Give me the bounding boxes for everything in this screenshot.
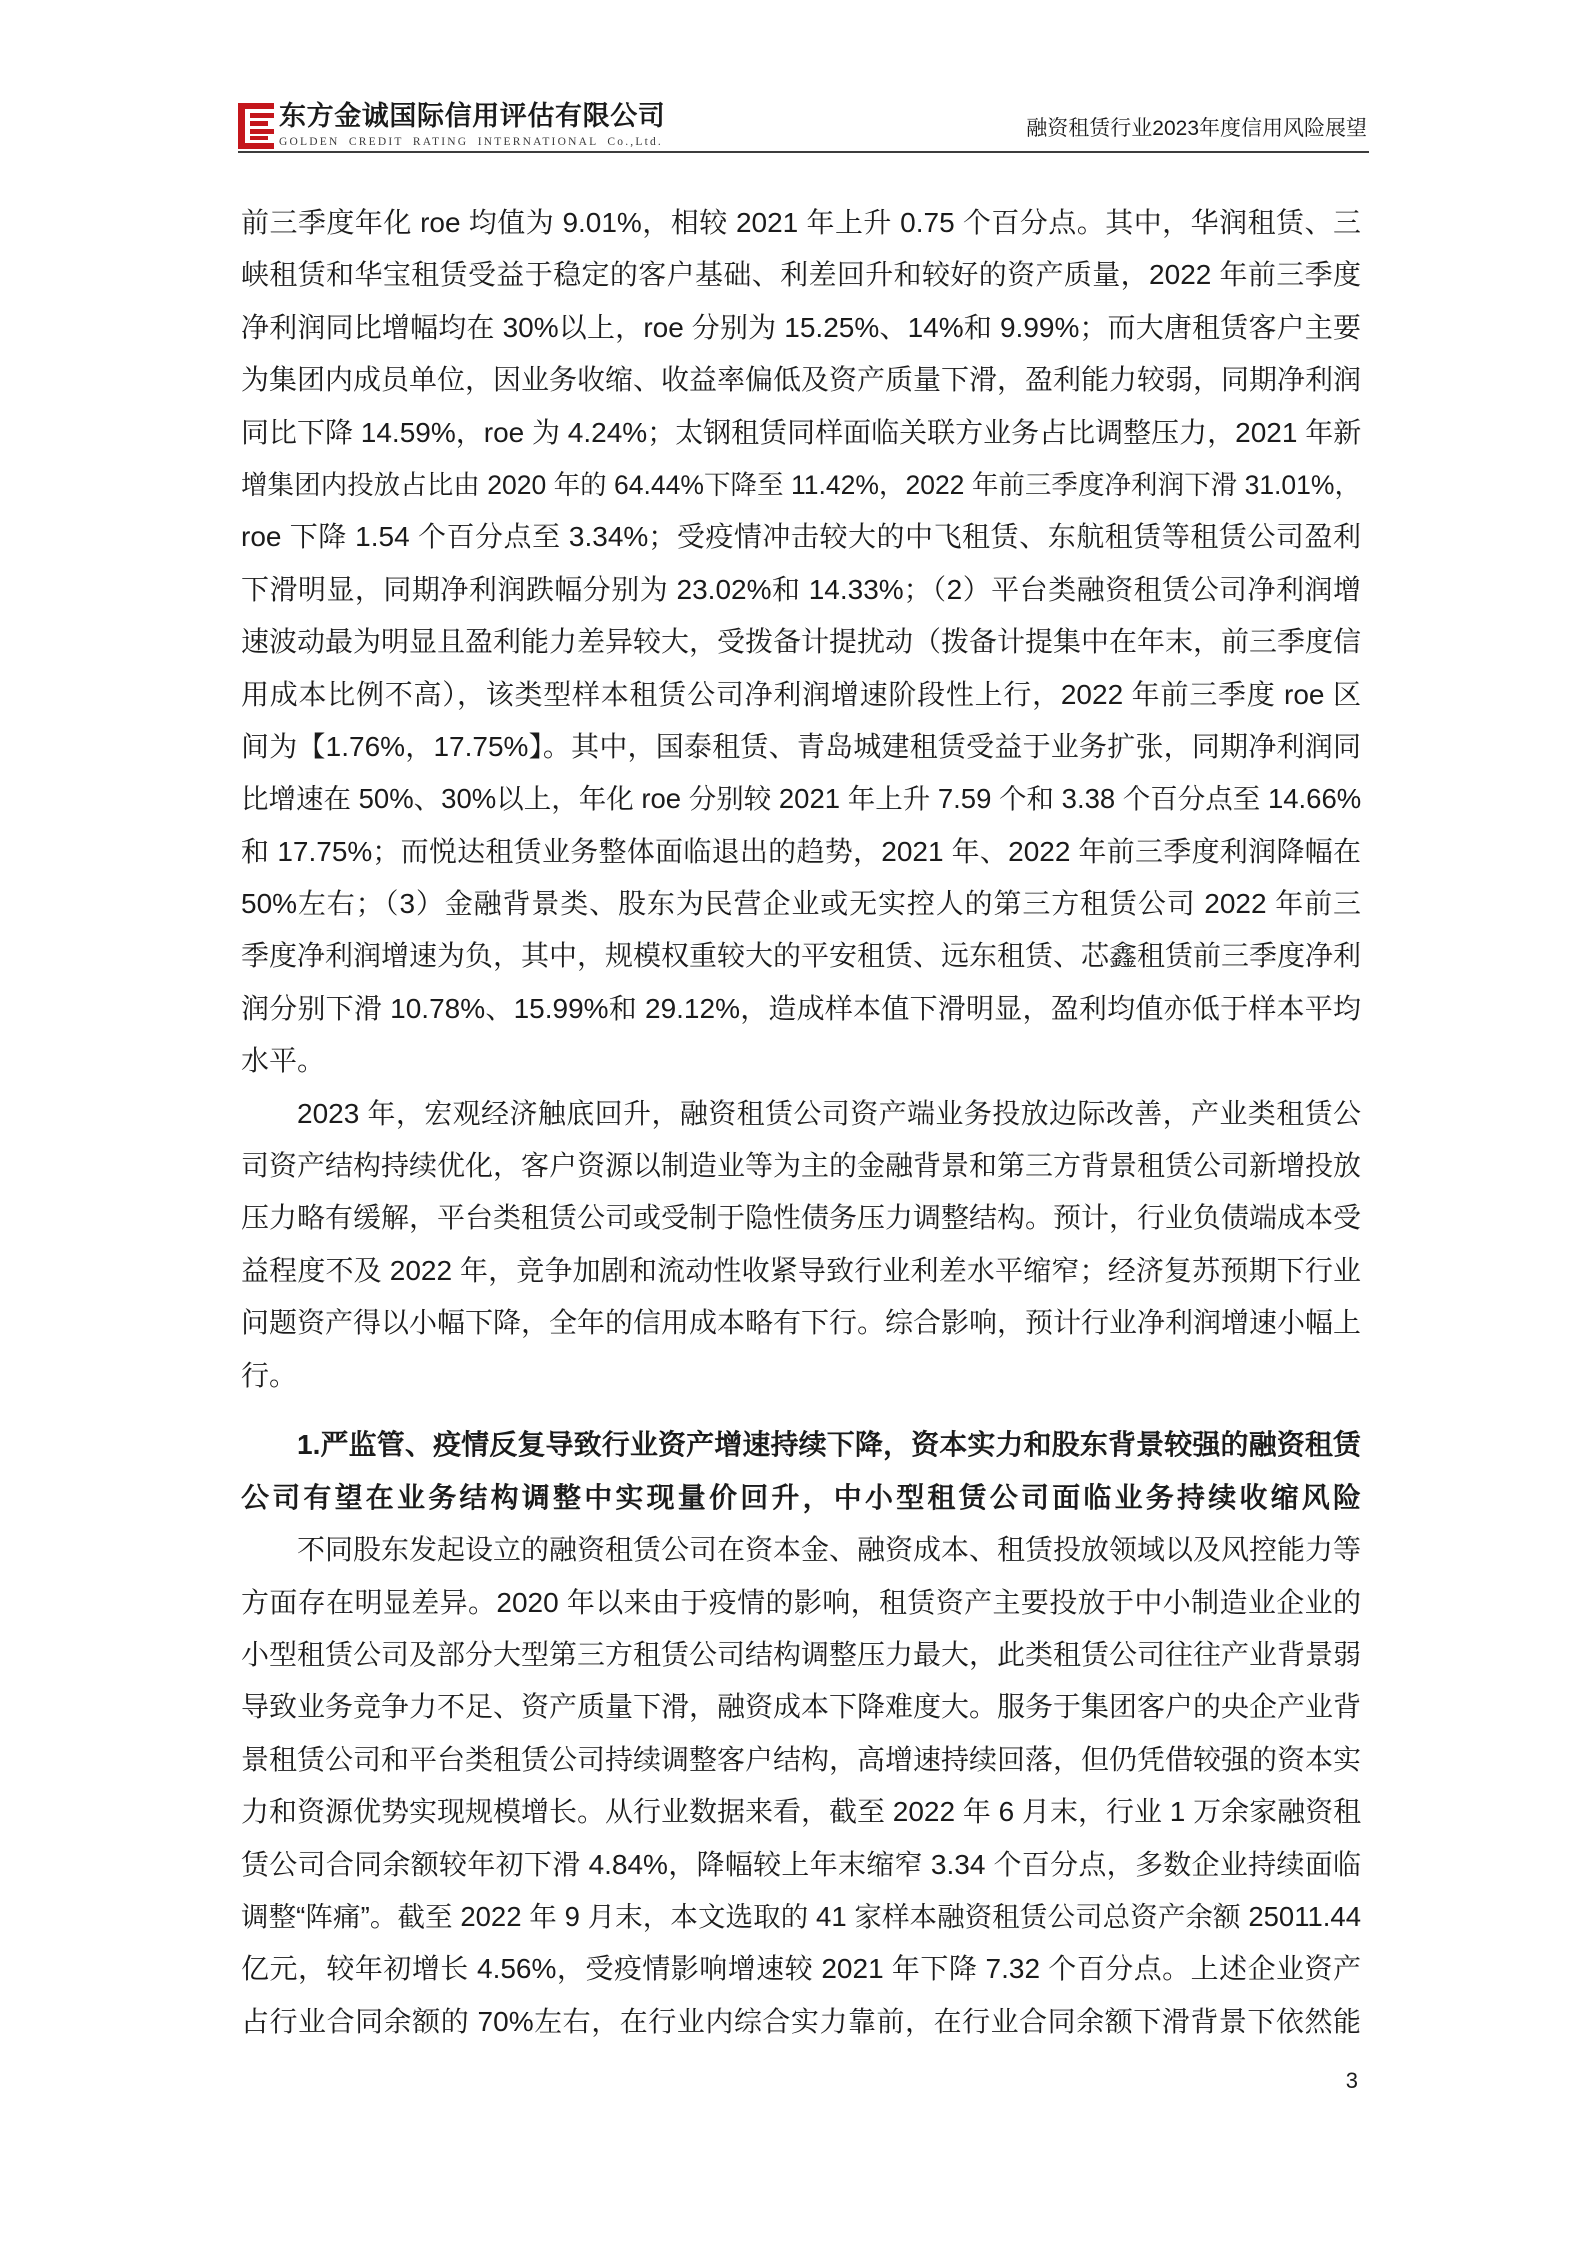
paragraph-line: 益程度不及 2022 年，竞争加剧和流动性收紧导致行业利差水平缩窄；经济复苏预期下行业 <box>241 1254 1361 1286</box>
paragraph-line: 赁公司合同余额较年初下滑 4.84%，降幅较上年末缩窄 3.34 个百分点，多数企业持续面临 <box>241 1848 1361 1880</box>
paragraph <box>241 1524 1361 2048</box>
paragraph-line: 导致业务竞争力不足、资产质量下滑，融资成本下降难度大。服务于集团客户的央企产业背 <box>241 1691 1361 1723</box>
paragraph-line: 间为【1.76%，17.75%】。其中，国泰租赁、青岛城建租赁受益于业务扩张，同期净利润同 <box>241 730 1361 762</box>
paragraph <box>241 197 1361 1088</box>
paragraph-line: 2023 年，宏观经济触底回升，融资租赁公司资产端业务投放边际改善，产业类租赁公 <box>297 1097 1361 1129</box>
section-heading <box>241 1419 1361 1524</box>
paragraph-line: 问题资产得以小幅下降，全年的信用成本略有下行。综合影响，预计行业净利润增速小幅上 <box>241 1307 1361 1339</box>
body-text <box>241 197 1361 2048</box>
paragraph-line: 季度净利润增速为负，其中，规模权重较大的平安租赁、远东租赁、芯鑫租赁前三季度净利 <box>241 940 1361 972</box>
paragraph-line: 用成本比例不高），该类型样本租赁公司净利润增速阶段性上行，2022 年前三季度 roe 区 <box>241 678 1361 710</box>
paragraph-line: 前三季度年化 roe 均值为 9.01%，相较 2021 年上升 0.75 个百分点。其中，华润租赁、三 <box>241 207 1361 238</box>
paragraph-line: 增集团内投放占比由 2020 年的 64.44%下降至 11.42%，2022 年前三季度净利润下滑 31.01%， <box>241 469 1361 500</box>
paragraph-line: 司资产结构持续优化，客户资源以制造业等为主的金融背景和第三方背景租赁公司新增投放 <box>241 1150 1361 1182</box>
paragraph-line: 压力略有缓解，平台类租赁公司或受制于隐性债务压力调整结构。预计，行业负债端成本受 <box>241 1202 1361 1234</box>
paragraph-line: 水平。 <box>241 1045 326 1077</box>
header-divider <box>238 151 1369 153</box>
paragraph-line: 50%左右；（3）金融背景类、股东为民营企业或无实控人的第三方租赁公司 2022 年前三 <box>241 888 1361 920</box>
paragraph-line: 下滑明显，同期净利润跌幅分别为 23.02%和 14.33%；（2）平台类融资租赁公司净利润增 <box>241 573 1361 605</box>
company-logo-icon <box>238 103 274 149</box>
company-name: 东方金诚国际信用评估有限公司 <box>279 101 666 131</box>
paragraph-line: 净利润同比增幅均在 30%以上，roe 分别为 15.25%、14%和 9.99%；而大唐租赁客户主要 <box>241 311 1361 343</box>
paragraph-line: 亿元，较年初增长 4.56%，受疫情影响增速较 2021 年下降 7.32 个百分点。上述企业资产 <box>241 1953 1361 1985</box>
paragraph-line: 方面存在明显差异。2020 年以来由于疫情的影响，租赁资产主要投放于中小制造业企业的 <box>241 1586 1361 1618</box>
page-number: 3 <box>1345 2068 1358 2093</box>
paragraph-line: 和 17.75%；而悦达租赁业务整体面临退出的趋势，2021 年、2022 年前三季度利润降幅在 <box>241 835 1361 867</box>
paragraph-line: 小型租赁公司及部分大型第三方租赁公司结构调整压力最大，此类租赁公司往往产业背景弱 <box>241 1639 1361 1671</box>
paragraph-line: 行。 <box>241 1359 298 1391</box>
section-heading-line: 1.严监管、疫情反复导致行业资产增速持续下降，资本实力和股东背景较强的融资租赁 <box>297 1429 1361 1461</box>
paragraph-line: 比增速在 50%、30%以上，年化 roe 分别较 2021 年上升 7.59 个和 3.38 个百分点至 14.66% <box>241 783 1361 815</box>
paragraph <box>241 1088 1361 1402</box>
paragraph-line: 不同股东发起设立的融资租赁公司在资本金、融资成本、租赁投放领域以及风控能力等 <box>297 1534 1361 1566</box>
paragraph-line: 为集团内成员单位，因业务收缩、收益率偏低及资产质量下滑，盈利能力较弱，同期净利润 <box>241 364 1361 396</box>
paragraph-line: 润分别下滑 10.78%、15.99%和 29.12%，造成样本值下滑明显，盈利均值亦低于样本平均 <box>241 992 1361 1024</box>
paragraph-line: 峡租赁和华宝租赁受益于稳定的客户基础、利差回升和较好的资产质量，2022 年前三季度 <box>241 259 1361 291</box>
report-title: 融资租赁行业2023年度信用风险展望 <box>1026 117 1367 140</box>
section-heading-line: 公司有望在业务结构调整中实现量价回升，中小型租赁公司面临业务持续收缩风险 <box>241 1481 1361 1513</box>
paragraph-line: 力和资源优势实现规模增长。从行业数据来看，截至 2022 年 6 月末，行业 1 万余家融资租 <box>241 1796 1361 1828</box>
company-name-english: GOLDEN CREDIT RATING INTERNATIONAL Co.,Ltd. <box>279 136 663 148</box>
paragraph-line: 景租赁公司和平台类租赁公司持续调整客户结构，高增速持续回落，但仍凭借较强的资本实 <box>241 1743 1361 1775</box>
paragraph-line: 调整“阵痛”。截至 2022 年 9 月末，本文选取的 41 家样本融资租赁公司总资产余额 25011.44 <box>241 1901 1361 1932</box>
paragraph-line: roe 下降 1.54 个百分点至 3.34%；受疫情冲击较大的中飞租赁、东航租赁等租赁公司盈利 <box>241 521 1361 553</box>
paragraph-line: 同比下降 14.59%，roe 为 4.24%；太钢租赁同样面临关联方业务占比调整压力，2021 年新 <box>241 416 1361 448</box>
paragraph-line: 速波动最为明显且盈利能力差异较大，受拨备计提扰动（拨备计提集中在年末，前三季度信 <box>241 626 1361 658</box>
paragraph-line: 占行业合同余额的 70%左右，在行业内综合实力靠前，在行业合同余额下滑背景下依然能 <box>241 2005 1361 2037</box>
